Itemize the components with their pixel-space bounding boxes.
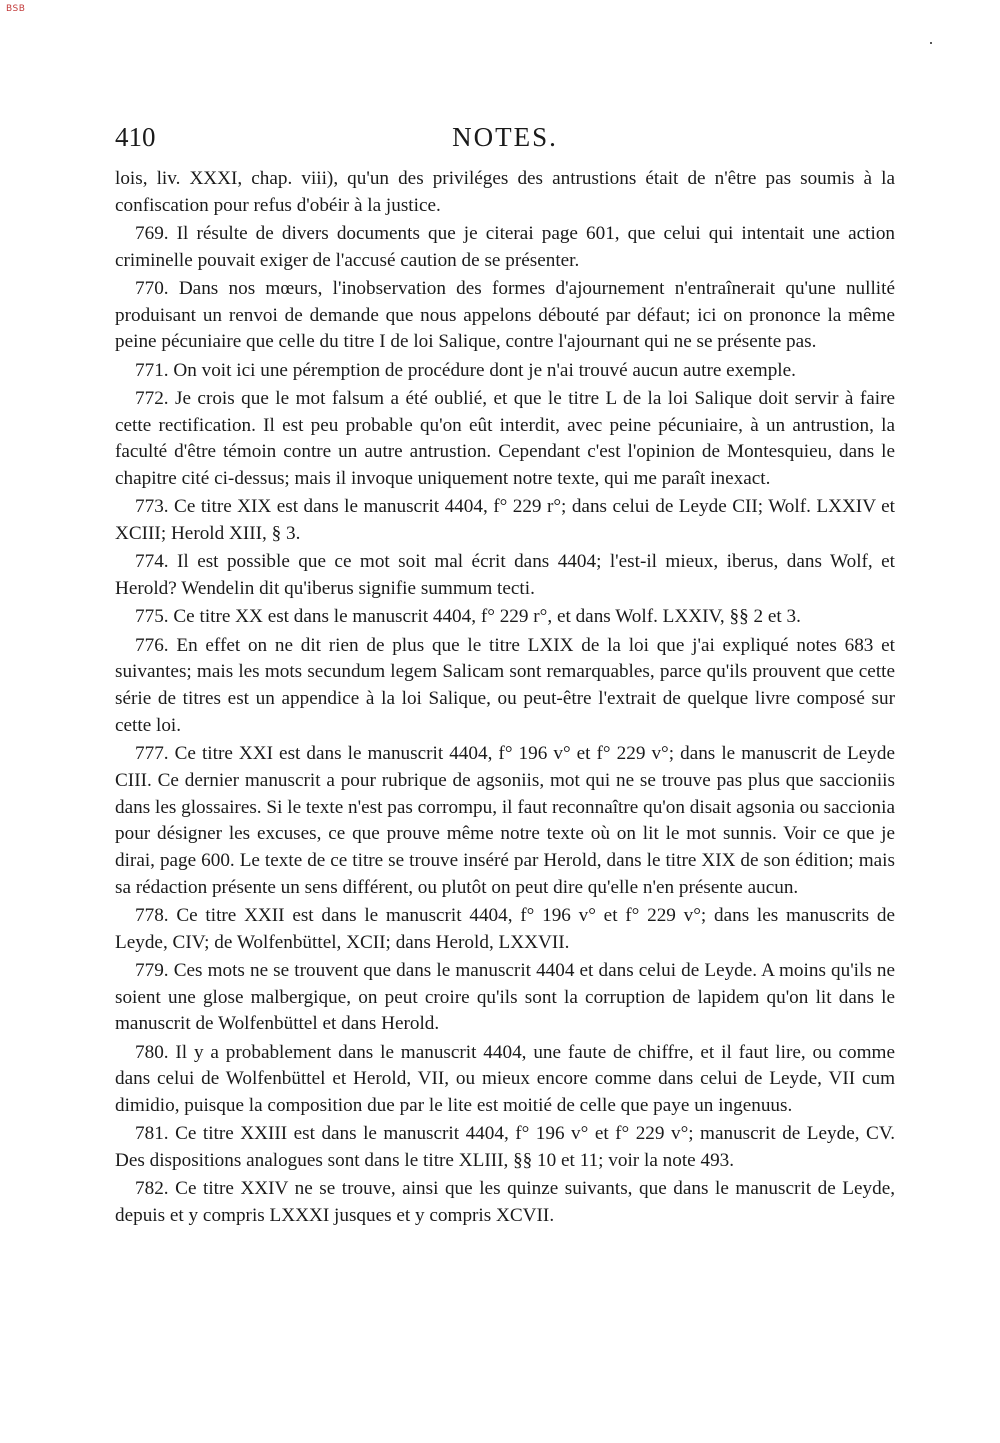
note-text: Ce titre XIX est dans le manuscrit 4404, f° 229 r°; dans celui de Leyde CII; Wolf. LXXIV et XCIII; Herold XIII, § 3. [115,496,896,545]
note-number: 770. [135,278,169,299]
note-number: 781. [135,1123,169,1145]
note-number: 777. [135,743,169,765]
note-number: 773. [135,496,169,518]
note-number: 769. [135,223,169,244]
note-number: 771. [135,359,169,381]
note-number: 782. [135,1178,169,1200]
note-776 [115,633,895,740]
note-778 [115,903,895,956]
note-text: Il est possible que ce mot soit mal écrit dans 4404; l'est-il mieux, iberus, dans Wolf, et Herold? Wendelin dit qu'iberus signifie summum tecti. [115,551,895,600]
note-777 [115,741,895,901]
note-text: Ce titre XXII est dans le manuscrit 4404, f° 196 v° et f° 229 v°; dans les manuscrits de Leyde, CIV; de Wolfenbüttel, XCII; dans Herold, LXXVII. [115,904,896,953]
margin-mark [930,42,932,44]
note-text: En effet on ne dit rien de plus que le titre LXIX de la loi que j'ai expliqué notes 683 et suivantes; mais les mots secundum legem Salicam sont remarquables, parce qu'ils prouvent que cette série de titres est un appendice à la loi Salique, ou peut-être l'extrait de quelque livre composé sur cette loi. [115,634,896,736]
note-number: 772. [135,388,169,409]
note-781 [115,1121,895,1174]
note-number: 780. [135,1041,169,1063]
note-text: lois, liv. XXXI, chap. viii), qu'un des priviléges des antrustions était de n'être pas soumis à la confiscation pour refus d'obéir à la justice. [115,168,895,216]
note-number: 776. [135,634,169,656]
page-title: NOTES. [452,122,558,152]
notes-body [115,166,895,1231]
note-text: Ce titre XX est dans le manuscrit 4404, f° 229 r°, et dans Wolf. LXXIV, §§ 2 et 3. [173,606,801,628]
note-text: Ces mots ne se trouvent que dans le manuscrit 4404 et dans celui de Leyde. A moins qu'ils ne soient une glose malbergique, on peut croire qu'ils sont la corruption de lapidem qu'on lit dans le manuscrit de Wolfenbüttel et dans Herold. [115,959,895,1035]
note-779 [115,958,895,1038]
note-continuation [115,166,895,219]
note-text: Ce titre XXIV ne se trouve, ainsi que les quinze suivants, que dans le manuscrit de Leyde, depuis et y compris LXXXI jusques et y compris XCVII. [115,1178,896,1227]
page-number: 410 [115,122,156,152]
note-773 [115,494,895,547]
note-775 [115,604,895,631]
note-780 [115,1040,895,1120]
note-text: On voit ici une péremption de procédure dont je n'ai trouvé aucun autre exemple. [173,359,796,381]
note-number: 779. [135,959,169,981]
note-771 [115,358,895,385]
note-text: Je crois que le mot falsum a été oublié, et que le titre L de la loi Salique doit servir à faire cette rectification. Il est peu probable qu'on eût interdit, avec peine pécuniaire, à un antrustion, la faculté d'être témoin contre un autre antrustion. Cependant c'est l'opinion de Montesquieu, dans le chapitre cité ci-dessus; mais il invoque uniquement notre texte, qui me paraît inexact. [115,388,895,490]
note-number: 778. [135,904,169,926]
note-782 [115,1176,895,1229]
note-text: Il résulte de divers documents que je citerai page 601, que celui qui intentait une action criminelle pouvait exiger de l'accusé caution de se présenter. [115,223,896,271]
note-769 [115,221,895,274]
running-head [115,122,895,162]
note-774 [115,549,895,602]
note-text: Il y a probablement dans le manuscrit 4404, une faute de chiffre, et il faut lire, ou comme dans celui de Wolfenbüttel et Herold, VII, ou mieux encore comme dans celui de Leyde, VII cum dimidio, puisque la composition due par le lite est moitié de celle que paye un ingenuus. [115,1041,895,1117]
note-770 [115,276,895,356]
library-stamp: BSB [6,4,26,14]
note-772 [115,386,895,493]
note-text: Ce titre XXI est dans le manuscrit 4404, f° 196 v° et f° 229 v°; dans le manuscrit de Leyde CIII. Ce dernier manuscrit a pour rubrique de agsoniis, mot qui ne se trouve pas plus que saccioniis dans les glossaires. Si le texte n'est pas corrompu, il faut reconnaître qu'on disait agsonia ou saccionia pour désigner les excuses, ce que prouve même notre texte où on lit le mot sunnis. Voir ce que je dirai, page 600. Le texte de ce titre se trouve inséré par Herold, dans le titre XIX de son édition; mais sa rédaction présente un sens différent, ou plutôt on peut dire qu'elle n'en présente aucun. [115,743,895,898]
note-text: Ce titre XXIII est dans le manuscrit 4404, f° 196 v° et f° 229 v°; manuscrit de Leyde, CV. Des dispositions analogues sont dans le titre XLIII, §§ 10 et 11; voir la note 493. [115,1123,896,1172]
note-text: Dans nos mœurs, l'inobservation des formes d'ajournement n'entraînerait qu'une nullité produisant un renvoi de demande que nous appelons débouté par défaut; ici on prononce la même peine pécuniaire que celle du titre I de loi Salique, contre l'ajournant qui ne se présente pas. [115,278,895,353]
note-number: 775. [135,606,169,628]
note-number: 774. [135,551,169,573]
